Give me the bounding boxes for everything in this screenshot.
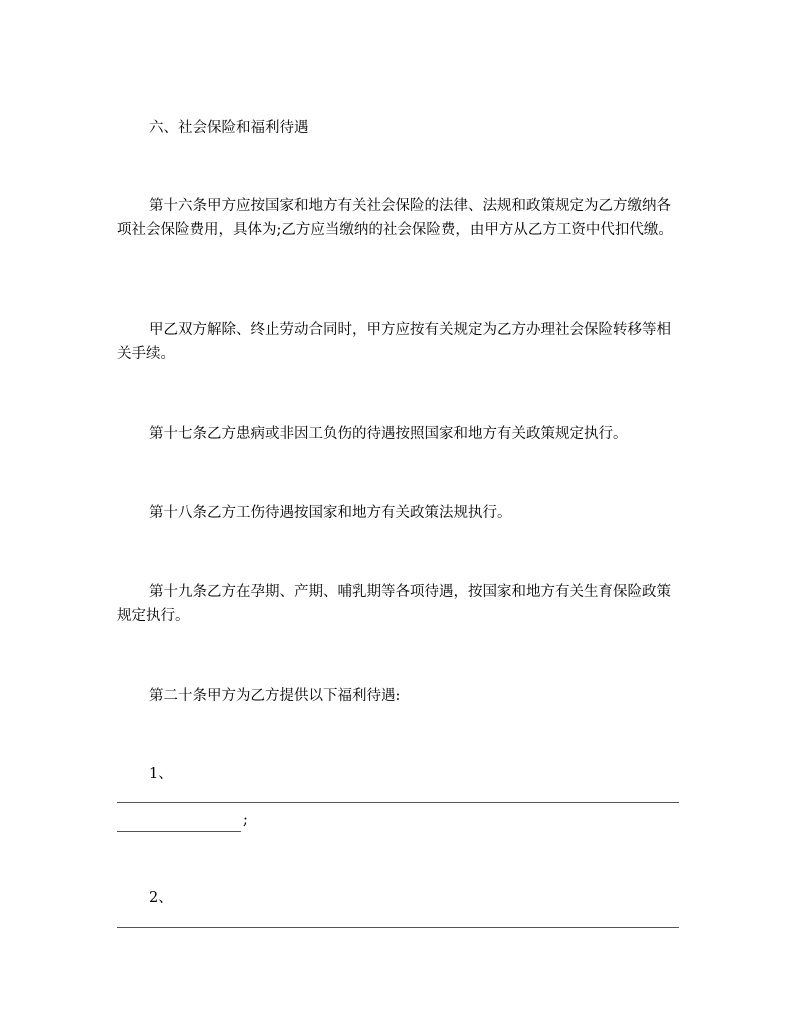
item-1-short-fill-line [117, 815, 241, 832]
item-2-fill-line [117, 926, 679, 928]
item-1-fill-continuation [117, 808, 248, 832]
article-19-paragraph: 第十九条乙方在孕期、产期、哺乳期等各项待遇，按国家和地方有关生育保险政策规定执行。 [117, 584, 671, 624]
section-heading: 六、社会保险和福利待遇 [149, 120, 309, 136]
article-20-paragraph: 第二十条甲方为乙方提供以下福利待遇: [149, 688, 401, 704]
article-16-continuation-paragraph: 甲乙双方解除、终止劳动合同时，甲方应按有关规定为乙方办理社会保险转移等相关手续。 [117, 322, 671, 362]
item-1-fill-line [117, 801, 679, 803]
item-2-label: 2、 [149, 890, 173, 906]
item-1-end-mark: ; [243, 812, 248, 828]
article-16-paragraph: 第十六条甲方应按国家和地方有关社会保险的法律、法规和政策规定为乙方缴纳各项社会保险费用，具体为;乙方应当缴纳的社会保险费，由甲方从乙方工资中代扣代缴。 [117, 198, 673, 238]
article-18-paragraph: 第十八条乙方工伤待遇按国家和地方有关政策法规执行。 [149, 505, 512, 521]
article-17-paragraph: 第十七条乙方患病或非因工负伤的待遇按照国家和地方有关政策规定执行。 [149, 426, 628, 442]
item-1-label: 1、 [149, 766, 173, 782]
